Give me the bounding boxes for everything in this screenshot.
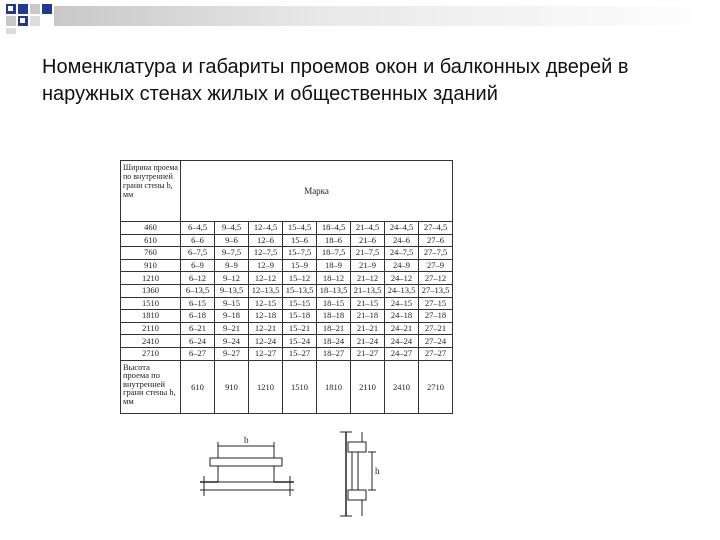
marka-cell: 9–24 <box>215 335 249 348</box>
deco-square-gray-4 <box>6 28 16 34</box>
marka-cell: 6–6 <box>181 234 215 247</box>
marka-cell: 24–4,5 <box>385 222 419 235</box>
table-row <box>121 259 453 272</box>
table-row <box>121 322 453 335</box>
marka-cell: 21–12 <box>351 272 385 285</box>
row-width-cell: 760 <box>121 247 181 260</box>
section-label-h: h <box>375 466 380 476</box>
marka-cell: 21–24 <box>351 335 385 348</box>
marka-cell: 15–7,5 <box>283 247 317 260</box>
marka-cell: 21–7,5 <box>351 247 385 260</box>
marka-cell: 27–13,5 <box>419 284 453 297</box>
height-value-cell: 610 <box>181 360 215 413</box>
height-value-cell: 2110 <box>351 360 385 413</box>
row-width-cell: 1360 <box>121 284 181 297</box>
height-value-cell: 2710 <box>419 360 453 413</box>
marka-cell: 6–15 <box>181 297 215 310</box>
marka-cell: 9–6 <box>215 234 249 247</box>
marka-cell: 6–27 <box>181 347 215 360</box>
marka-cell: 9–18 <box>215 310 249 323</box>
marka-cell: 24–6 <box>385 234 419 247</box>
marka-cell: 27–4,5 <box>419 222 453 235</box>
marka-cell: 12–13,5 <box>249 284 283 297</box>
marka-cell: 24–9 <box>385 259 419 272</box>
marka-cell: 9–15 <box>215 297 249 310</box>
section-drawing <box>328 428 388 520</box>
marka-cell: 27–15 <box>419 297 453 310</box>
marka-cell: 21–21 <box>351 322 385 335</box>
marka-cell: 9–9 <box>215 259 249 272</box>
marka-cell: 6–4,5 <box>181 222 215 235</box>
row-width-cell: 2410 <box>121 335 181 348</box>
slide-decoration <box>0 0 720 36</box>
row-width-cell: 2110 <box>121 322 181 335</box>
marka-cell: 27–24 <box>419 335 453 348</box>
row-width-cell: 1210 <box>121 272 181 285</box>
marka-cell: 6–12 <box>181 272 215 285</box>
marka-cell: 6–21 <box>181 322 215 335</box>
footer-height-label: Высота проема по внутренней грани стены h, мм <box>121 360 181 413</box>
height-value-cell: 2410 <box>385 360 419 413</box>
marka-cell: 12–12 <box>249 272 283 285</box>
marka-cell: 15–24 <box>283 335 317 348</box>
marka-cell: 24–7,5 <box>385 247 419 260</box>
marka-cell: 9–21 <box>215 322 249 335</box>
height-value-cell: 1510 <box>283 360 317 413</box>
row-width-cell: 460 <box>121 222 181 235</box>
marka-cell: 12–9 <box>249 259 283 272</box>
marka-cell: 15–27 <box>283 347 317 360</box>
window-opening <box>218 466 274 482</box>
row-width-cell: 1810 <box>121 310 181 323</box>
height-value-cell: 1810 <box>317 360 351 413</box>
marka-cell: 12–4,5 <box>249 222 283 235</box>
deco-square-navy-2 <box>18 4 28 14</box>
table-row <box>121 247 453 260</box>
marka-cell: 9–12 <box>215 272 249 285</box>
marka-cell: 15–18 <box>283 310 317 323</box>
table-row <box>121 284 453 297</box>
deco-square-navy-4 <box>42 4 52 14</box>
marka-cell: 12–24 <box>249 335 283 348</box>
marka-cell: 21–9 <box>351 259 385 272</box>
marka-cell: 18–6 <box>317 234 351 247</box>
marka-cell: 6–13,5 <box>181 284 215 297</box>
marka-cell: 18–12 <box>317 272 351 285</box>
marka-cell: 18–9 <box>317 259 351 272</box>
plan-label-b: b <box>244 435 249 445</box>
marka-cell: 6–9 <box>181 259 215 272</box>
lintel <box>348 442 366 452</box>
marka-cell: 9–27 <box>215 347 249 360</box>
deco-square-gray-2 <box>30 4 40 14</box>
slide-title: Номенклатура и габариты проемов окон и балконных дверей в наружных стенах жилых и общественных зданий <box>42 56 629 105</box>
row-width-cell: 910 <box>121 259 181 272</box>
marka-cell: 15–15 <box>283 297 317 310</box>
sill <box>348 490 366 500</box>
marka-cell: 27–7,5 <box>419 247 453 260</box>
marka-cell: 21–27 <box>351 347 385 360</box>
marka-cell: 27–27 <box>419 347 453 360</box>
row-width-cell: 2710 <box>121 347 181 360</box>
marka-cell: 12–21 <box>249 322 283 335</box>
marka-cell: 15–13,5 <box>283 284 317 297</box>
marka-cell: 6–7,5 <box>181 247 215 260</box>
marka-cell: 9–7,5 <box>215 247 249 260</box>
marka-cell: 24–15 <box>385 297 419 310</box>
marka-cell: 9–13,5 <box>215 284 249 297</box>
marka-cell: 15–4,5 <box>283 222 317 235</box>
row-width-cell: 1510 <box>121 297 181 310</box>
marka-cell: 15–6 <box>283 234 317 247</box>
marka-cell: 12–15 <box>249 297 283 310</box>
table-row <box>121 310 453 323</box>
deco-square-gray-1 <box>6 16 16 26</box>
deco-square-gray-3 <box>30 16 40 26</box>
marka-cell: 24–24 <box>385 335 419 348</box>
table-row <box>121 335 453 348</box>
table-row <box>121 347 453 360</box>
marka-cell: 18–4,5 <box>317 222 351 235</box>
marka-cell: 12–27 <box>249 347 283 360</box>
marka-cell: 27–21 <box>419 322 453 335</box>
marka-cell: 15–9 <box>283 259 317 272</box>
row-width-cell: 610 <box>121 234 181 247</box>
table-footer-row <box>121 360 453 413</box>
marka-cell: 18–13,5 <box>317 284 351 297</box>
marka-cell: 21–6 <box>351 234 385 247</box>
table-row <box>121 222 453 235</box>
marka-cell: 18–27 <box>317 347 351 360</box>
header-marka-label: Марка <box>181 161 453 222</box>
window-frame-top <box>210 458 282 466</box>
table-row <box>121 297 453 310</box>
marka-cell: 18–21 <box>317 322 351 335</box>
marka-cell: 12–6 <box>249 234 283 247</box>
marka-cell: 27–12 <box>419 272 453 285</box>
marka-cell: 18–15 <box>317 297 351 310</box>
marka-cell: 18–18 <box>317 310 351 323</box>
header-width-label: Ширина проема по внутренней грани стены b, мм <box>121 161 181 222</box>
marka-cell: 9–4,5 <box>215 222 249 235</box>
marka-cell: 18–7,5 <box>317 247 351 260</box>
height-value-cell: 1210 <box>249 360 283 413</box>
marka-cell: 6–24 <box>181 335 215 348</box>
deco-square-white-1 <box>8 6 13 11</box>
height-value-cell: 910 <box>215 360 249 413</box>
marka-cell: 15–21 <box>283 322 317 335</box>
marka-cell: 24–12 <box>385 272 419 285</box>
marka-cell: 27–9 <box>419 259 453 272</box>
marka-cell: 15–12 <box>283 272 317 285</box>
dimensions-table <box>120 160 453 414</box>
marka-cell: 24–27 <box>385 347 419 360</box>
marka-cell: 18–24 <box>317 335 351 348</box>
marka-cell: 24–21 <box>385 322 419 335</box>
deco-gradient-bar <box>54 6 720 26</box>
marka-cell: 6–18 <box>181 310 215 323</box>
marka-cell: 12–18 <box>249 310 283 323</box>
table-row <box>121 234 453 247</box>
marka-cell: 21–13,5 <box>351 284 385 297</box>
marka-cell: 21–4,5 <box>351 222 385 235</box>
table-row <box>121 272 453 285</box>
marka-cell: 24–13,5 <box>385 284 419 297</box>
marka-cell: 24–18 <box>385 310 419 323</box>
plan-drawing <box>196 432 300 512</box>
deco-square-white-2 <box>20 18 25 23</box>
marka-cell: 21–15 <box>351 297 385 310</box>
marka-cell: 27–18 <box>419 310 453 323</box>
marka-cell: 21–18 <box>351 310 385 323</box>
marka-cell: 27–6 <box>419 234 453 247</box>
marka-cell: 12–7,5 <box>249 247 283 260</box>
dimensions-table-figure <box>120 160 452 412</box>
